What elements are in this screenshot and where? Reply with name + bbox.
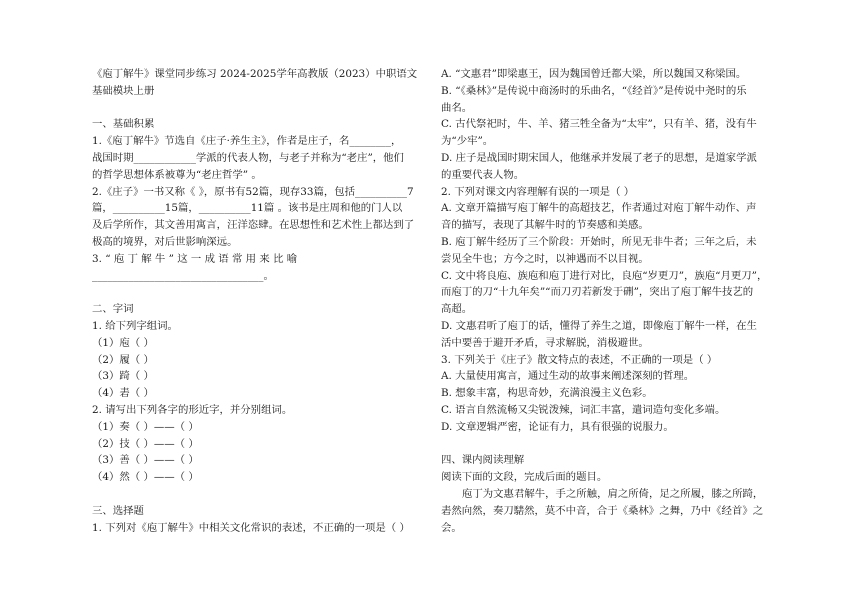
question-item: （4）砉（ ） xyxy=(92,387,154,400)
question-text: 2. 请写出下列各字的形近字，并分别组词。 xyxy=(92,403,293,416)
question-item: （4）然（ ）——（ ） xyxy=(92,471,199,484)
question-text: 2.《庄子》一书又称《 》，原书有52篇，现存33篇，包括__________7 xyxy=(92,185,414,198)
option-text: B. “《桑林》”是传说中商汤时的乐曲名，“《经首》”是传说中尧时的乐 xyxy=(441,84,747,97)
option-text: C. 语言自然流畅又尖锐泼辣，词汇丰富，遣词造句变化多端。 xyxy=(441,403,726,416)
option-text: 活中要善于避开矛盾，寻求解脱，消极避世。 xyxy=(441,336,649,349)
question-text: 篇，__________15篇，__________11篇 。该书是庄周和他的门人以 xyxy=(92,202,403,215)
question-item: （2）技（ ）——（ ） xyxy=(92,437,199,450)
question-text: 战国时期____________学派的代表人物，与老子并称为“老庄”，他们 xyxy=(92,151,404,164)
section-heading-words: 二、字词 xyxy=(92,303,134,316)
option-text: A. “文惠君”即梁惠王，因为魏国曾迁都大梁，所以魏国又称梁国。 xyxy=(441,68,747,80)
document-title-line-2: 基础模块上册 xyxy=(92,84,155,97)
blank-line xyxy=(441,436,773,453)
question-text: 2. 下列对课文内容理解有误的一项是（ ） xyxy=(441,185,635,198)
question-item: （1）庖（ ） xyxy=(92,336,154,349)
question-text: 1. 下列对《庖丁解牛》中相关文化常识的表述，不正确的一项是（ ） xyxy=(92,521,410,534)
question-text: 1.《庖丁解牛》节选自《庄子·养生主》，作者是庄子，名________， xyxy=(92,135,402,148)
right-column xyxy=(441,66,773,536)
question-item: （3）善（ ）——（ ） xyxy=(92,454,199,467)
reading-passage: 会。 xyxy=(441,521,462,534)
option-text: B. 想象丰富，构思奇妙，充满浪漫主义色彩。 xyxy=(441,387,653,400)
option-text: D. 文惠君听了庖丁的话，懂得了养生之道，即像庖丁解牛一样，在生 xyxy=(441,319,757,332)
document-title: 《庖丁解牛》课堂同步练习 2024-2025学年高教版（2023）中职语文 xyxy=(92,68,418,80)
option-text: 音的描写，表现了其解牛时的节奏感和美感。 xyxy=(441,219,649,232)
question-text: 的哲学思想体系被尊为“老庄哲学” 。 xyxy=(92,168,262,181)
left-column xyxy=(92,66,422,536)
option-text: 曲名。 xyxy=(441,101,473,114)
question-text: 1. 给下列字组词。 xyxy=(92,319,178,332)
option-text: C. 文中将良庖、族庖和庖丁进行对比，良庖“岁更刀”，族庖“月更刀”， xyxy=(441,269,768,282)
question-text: 3. “ 庖 丁 解 牛 ” 这 一 成 语 常 用 来 比 喻 xyxy=(92,252,298,265)
option-text: C. 古代祭祀时，牛、羊、猪三牲全备为“太牢”，只有羊、猪，没有牛 xyxy=(441,118,757,131)
section-heading-reading: 四、课内阅读理解 xyxy=(441,454,525,467)
reading-instruction: 阅读下面的文段，完成后面的题目。 xyxy=(441,471,608,484)
question-text: _________________________________。 xyxy=(92,269,274,282)
reading-passage: 庖丁为文惠君解牛，手之所触，肩之所倚，足之所履，膝之所踦， xyxy=(462,487,764,500)
option-text: 的重要代表人物。 xyxy=(441,168,525,181)
option-text: A. 大量使用寓言，通过生动的故事来阐述深刻的哲理。 xyxy=(441,370,695,383)
blank-line xyxy=(92,100,422,117)
section-heading-basics: 一、基础积累 xyxy=(92,118,155,131)
question-item: （2）履（ ） xyxy=(92,353,154,366)
option-text: 为“少牢”。 xyxy=(441,135,494,148)
option-text: A. 文章开篇描写庖丁解牛的高超技艺，作者通过对庖丁解牛动作、声 xyxy=(441,202,757,215)
blank-line xyxy=(92,284,422,301)
section-heading-choice: 三、选择题 xyxy=(92,504,144,517)
option-text: 而庖丁的刀“十九年矣”“而刀刃若新发于硎”，突出了庖丁解牛技艺的 xyxy=(441,286,754,299)
reading-passage: 砉然向然，奏刀騞然，莫不中音，合于《桑林》之舞，乃中《经首》之 xyxy=(441,504,764,517)
option-text: D. 文章逻辑严密，论证有力，具有很强的说服力。 xyxy=(441,420,674,433)
question-item: （3）踦（ ） xyxy=(92,370,154,383)
question-text: 及后学所作，其文善用寓言，汪洋恣肆。在思想性和艺术性上都达到了 xyxy=(92,219,415,232)
option-text: 尝见全牛也；方今之时，以神遇而不以目视。 xyxy=(441,252,649,265)
option-text: D. 庄子是战国时期宋国人，他继承并发展了老子的思想，是道家学派 xyxy=(441,151,757,164)
question-item: （1）奏（ ）——（ ） xyxy=(92,420,199,433)
blank-line xyxy=(92,486,422,503)
option-text: 高超。 xyxy=(441,303,473,316)
question-text: 3. 下列关于《庄子》散文特点的表述，不正确的一项是（ ） xyxy=(441,353,718,366)
option-text: B. 庖丁解牛经历了三个阶段：开始时，所见无非牛者；三年之后，未 xyxy=(441,235,757,248)
question-text: 极高的境界，对后世影响深远。 xyxy=(92,235,238,248)
